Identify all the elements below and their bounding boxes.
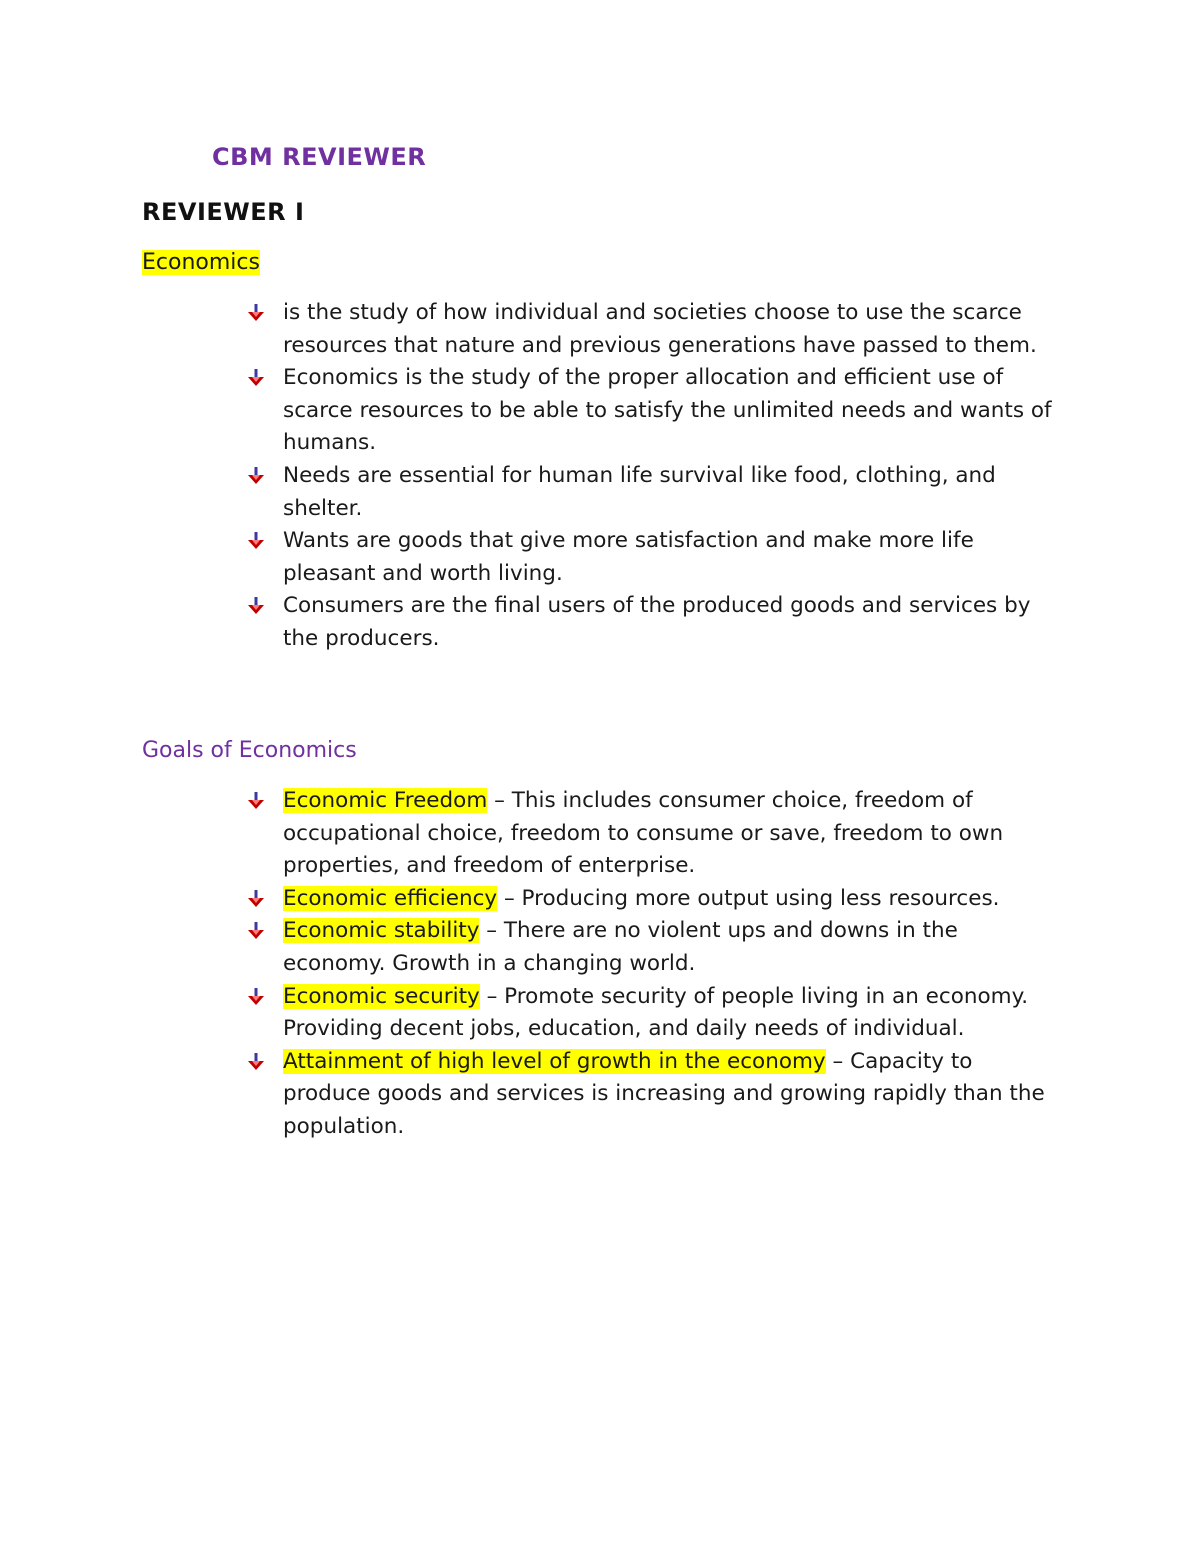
list-item: [246, 1046, 1066, 1144]
goals-bullet-list: [246, 785, 1066, 1144]
section-heading-economics: [142, 250, 260, 275]
item-text: – This includes consumer choice, freedom of occupational choice, freedom to consume or save, freedom to own properties, and freedom of enterprise.: [283, 788, 1004, 879]
item-term: Attainment of high level of growth in the economy: [283, 1048, 826, 1074]
down-arrow-icon: [246, 921, 266, 941]
economics-bullet-list: [246, 297, 1066, 656]
item-term: Economic efficiency: [283, 885, 498, 911]
down-arrow-icon: [246, 791, 266, 811]
item-text: Needs are essential for human life survival like food, clothing, and shelter.: [283, 462, 996, 521]
section-heading-goals: Goals of Economics: [142, 738, 357, 763]
list-item: [246, 362, 1066, 460]
down-arrow-icon: [246, 987, 266, 1007]
list-item: [246, 785, 1066, 883]
down-arrow-icon: [246, 531, 266, 551]
list-item: [246, 297, 1066, 362]
list-item: [246, 590, 1066, 655]
document-subtitle: REVIEWER I: [142, 198, 305, 226]
item-text: Economics is the study of the proper allocation and efficient use of scarce resources to be able to satisfy the unlimited needs and wants of humans.: [283, 365, 1052, 456]
item-text: – Producing more output using less resources.: [497, 885, 1000, 911]
list-item: [246, 915, 1066, 980]
list-item: [246, 883, 1066, 916]
down-arrow-icon: [246, 368, 266, 388]
item-text: Wants are goods that give more satisfaction and make more life pleasant and worth living.: [283, 528, 974, 586]
down-arrow-icon: [246, 1052, 266, 1072]
item-text: – Promote security of people living in an economy. Providing decent jobs, education, and daily needs of individual.: [283, 983, 1029, 1042]
item-text: – Capacity to produce goods and services is increasing and growing rapidly than the population.: [283, 1048, 1045, 1139]
item-text: Consumers are the final users of the produced goods and services by the producers.: [283, 593, 1031, 651]
list-item: [246, 525, 1066, 590]
down-arrow-icon: [246, 303, 266, 323]
document-title: CBM REVIEWER: [212, 143, 427, 171]
item-term: Economic security: [283, 983, 480, 1009]
item-term: Economic stability: [283, 918, 480, 944]
list-item: [246, 981, 1066, 1046]
down-arrow-icon: [246, 466, 266, 486]
list-item: [246, 460, 1066, 525]
down-arrow-icon: [246, 596, 266, 616]
item-term: Economic Freedom: [283, 788, 488, 813]
item-text: is the study of how individual and societies choose to use the scarce resources that nature and previous generations have passed to them.: [283, 300, 1037, 358]
item-text: – There are no violent ups and downs in the economy. Growth in a changing world.: [283, 918, 958, 976]
down-arrow-icon: [246, 889, 266, 909]
highlighted-heading: Economics: [142, 250, 260, 275]
